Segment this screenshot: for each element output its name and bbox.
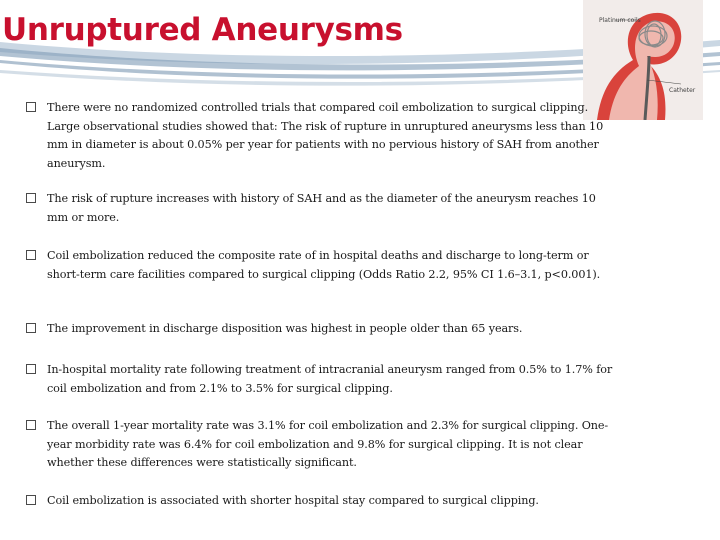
catheter-label: Catheter bbox=[669, 87, 696, 94]
bullet-text: Coil embolization reduced the composite rate of in hospital deaths and discharge to long-term or short-term care facilities compared to surgical clipping (Odds Ratio 2.2, 95% CI 1.6–3.1, p<0.001). bbox=[47, 249, 601, 281]
bullet-item bbox=[26, 99, 616, 173]
bullet-item bbox=[26, 492, 616, 511]
bullet-box-icon bbox=[26, 495, 36, 505]
bullet-item bbox=[26, 190, 616, 227]
bullet-box-icon bbox=[26, 364, 36, 374]
bullet-box-icon bbox=[26, 420, 36, 430]
bullet-item bbox=[26, 247, 616, 284]
bullet-box-icon bbox=[26, 323, 36, 333]
bullet-box-icon bbox=[26, 193, 36, 203]
bullet-text: The overall 1-year mortality rate was 3.1% for coil embolization and 2.3% for surgical clipping. One-year morbidity rate was 6.4% for coil embolization and 9.8% for surgical clipping. It is not clear whether these differences were statistically significant. bbox=[47, 419, 609, 469]
bullet-text: The risk of rupture increases with history of SAH and as the diameter of the aneurysm reaches 10 mm or more. bbox=[47, 192, 596, 224]
bullet-item bbox=[26, 361, 616, 398]
bullet-text: Coil embolization is associated with shorter hospital stay compared to surgical clipping. bbox=[47, 494, 539, 507]
bullet-box-icon bbox=[26, 250, 36, 260]
slide-title: Unruptured Aneurysms bbox=[2, 12, 403, 48]
bullet-item bbox=[26, 417, 616, 473]
platinum-coils-label: Platinum coils bbox=[599, 17, 641, 24]
bullet-text: The improvement in discharge disposition was highest in people older than 65 years. bbox=[47, 322, 523, 335]
bullet-text: In-hospital mortality rate following treatment of intracranial aneurysm ranged from 0.5% to 1.7% for coil embolization and from 2.1% to 3.5% for surgical clipping. bbox=[47, 363, 613, 395]
bullet-item bbox=[26, 320, 616, 339]
bullet-text: There were no randomized controlled trials that compared coil embolization to surgical clipping. Large observational studies showed that: The risk of rupture in unruptured aneurysms less than 10 mm in diameter is about 0.05% per year for patients with no pervious history of SAH from another aneurysm. bbox=[47, 101, 604, 170]
bullet-box-icon bbox=[26, 102, 36, 112]
